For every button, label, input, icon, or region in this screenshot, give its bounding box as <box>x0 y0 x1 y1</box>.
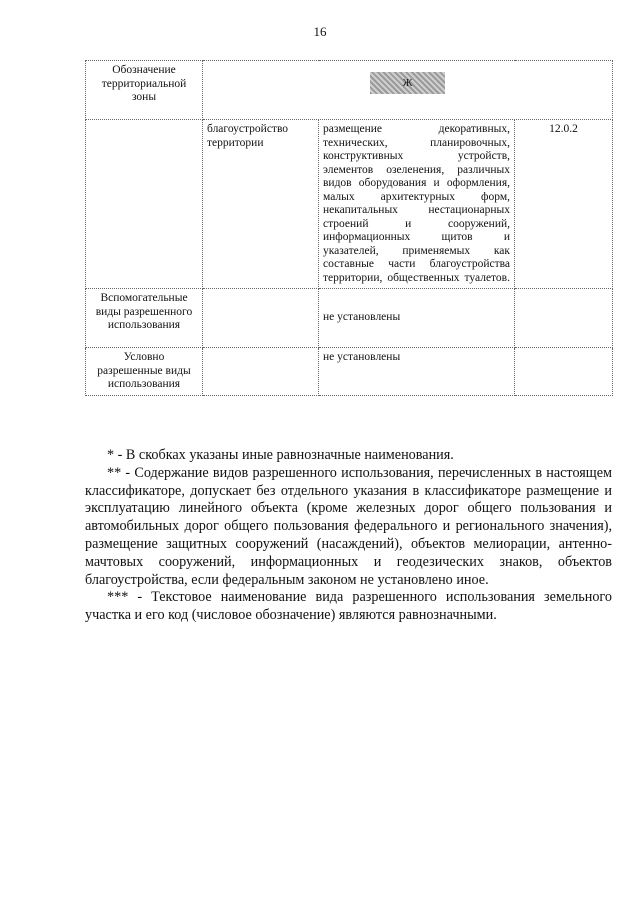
auxiliary-label-cell: Вспомогательные виды разрешенного использования <box>86 289 203 348</box>
empty-cell <box>515 348 613 396</box>
empty-cell <box>203 289 319 348</box>
use-description-cell: размещение декоративных, технических, планировочных, конструктивных устройств, элементов озеленения, различных видов оборудования и оформления, малых архитектурных форм, некапитальных нестационарных строений и сооружений, информационных щитов и указателей, применяемых как составные части благоустройства территории, общественных туалетов. <box>319 120 515 289</box>
table-row <box>86 348 613 396</box>
empty-cell <box>515 289 613 348</box>
table-row <box>86 289 613 348</box>
zone-code-cell <box>203 61 613 120</box>
auxiliary-value-cell: не установлены <box>319 289 515 348</box>
zone-label-cell: Обозначение территориальной зоны <box>86 61 203 120</box>
zone-code-stamp: Ж <box>370 72 445 94</box>
footnote-2: ** - Содержание видов разрешенного использования, перечисленных в настоящем классификаторе, допускает без отдельного указания в классификаторе размещение и эксплуатацию линейного объекта (кроме железных дорог общего пользования и автомобильных дорог общего пользования федерального и регионального значения), размещение защитных сооружений (насаждений), объектов мелиорации, антенно-мачтовых сооружений, информационных и геодезических знаков, объектов благоустройства, если федеральным законом не установлено иное. <box>85 464 612 588</box>
page-number: 16 <box>313 24 327 39</box>
table-row <box>86 120 613 289</box>
empty-cell <box>203 348 319 396</box>
empty-cell <box>86 120 203 289</box>
use-name-cell: благоустройство территории <box>203 120 319 289</box>
conditional-label-cell: Условно разрешенные виды использования <box>86 348 203 396</box>
table-header-row <box>86 61 613 120</box>
footnotes <box>85 447 612 625</box>
zoning-table <box>85 60 613 396</box>
use-code-cell: 12.0.2 <box>515 120 613 289</box>
footnote-1: * - В скобках указаны иные равнозначные наименования. <box>107 447 454 463</box>
footnote-3: *** - Текстовое наименование вида разрешенного использования земельного участка и его код (числовое обозначение) являются равнозначными. <box>85 589 612 624</box>
conditional-value-cell: не установлены <box>319 348 515 396</box>
